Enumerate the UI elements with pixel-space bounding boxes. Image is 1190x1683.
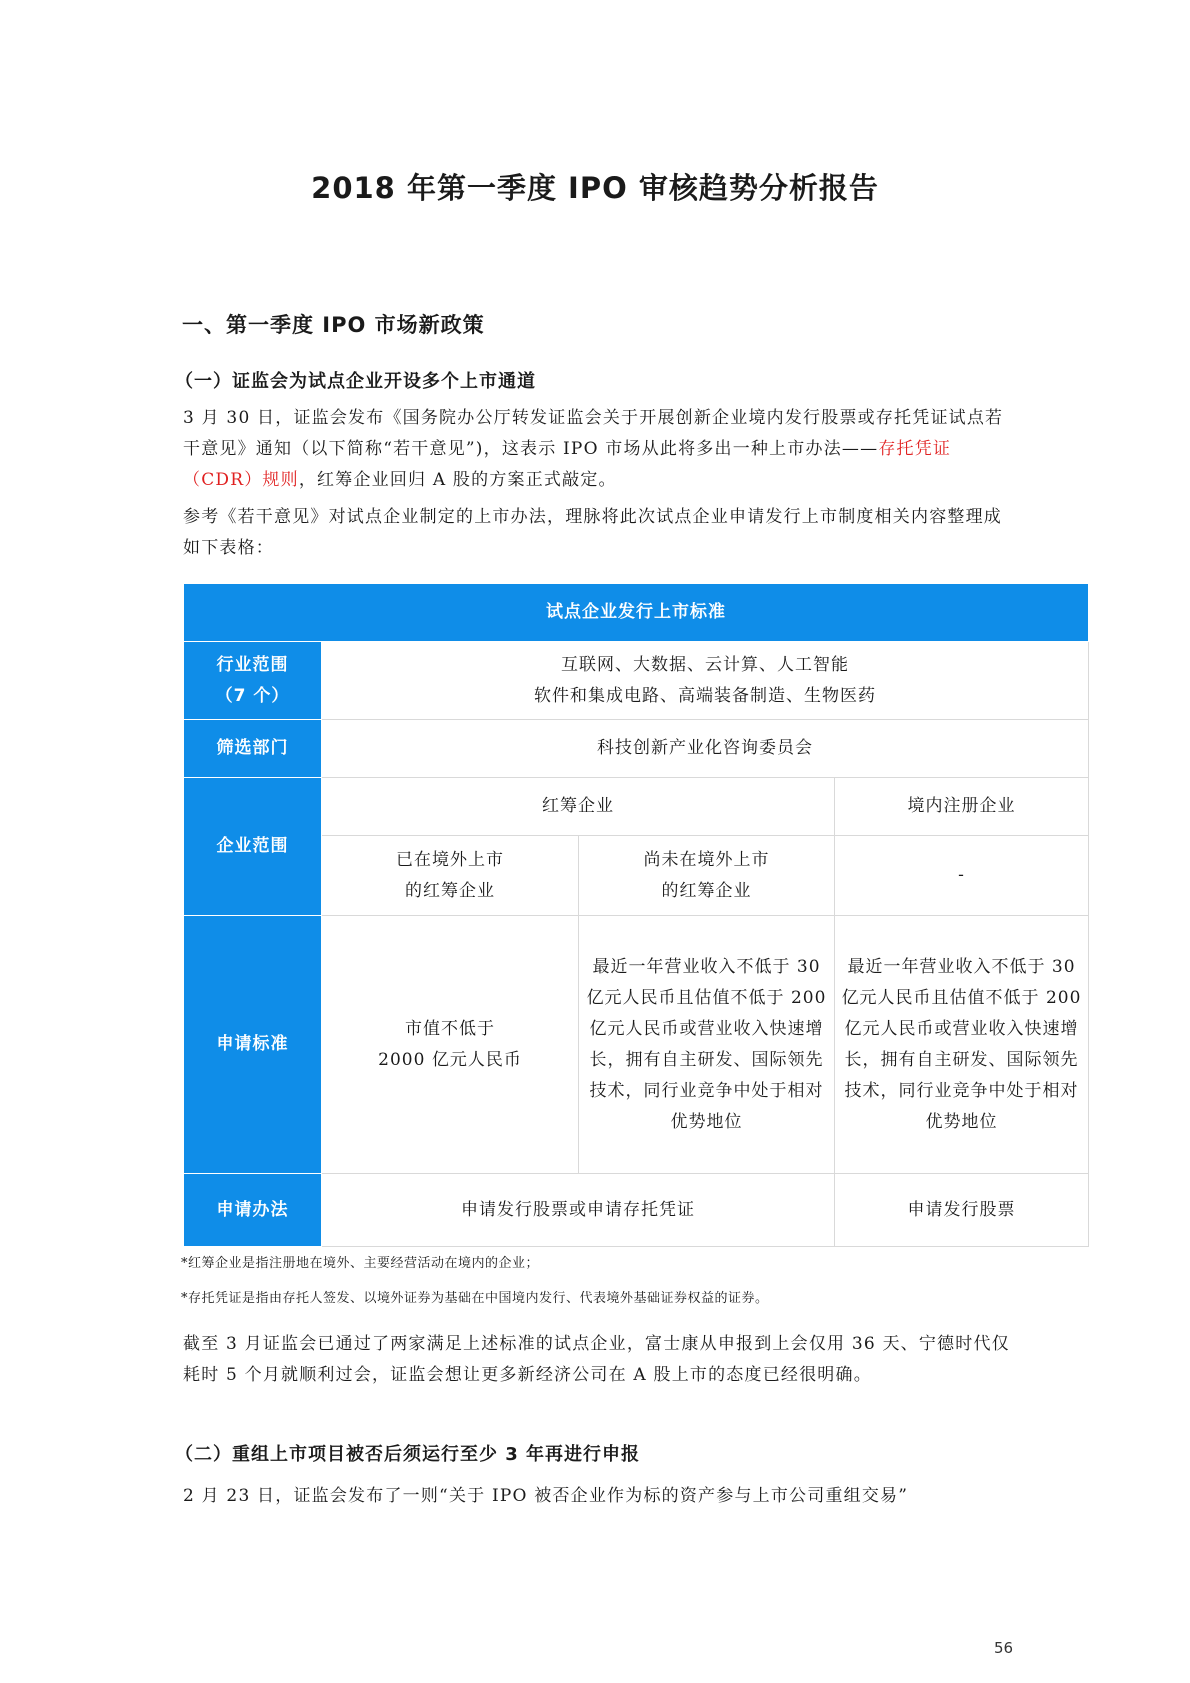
department-value: 科技创新产业化咨询委员会 xyxy=(322,720,1089,778)
section-heading: 一、第一季度 IPO 市场新政策 xyxy=(182,313,485,337)
page-number: 56 xyxy=(994,1639,1014,1657)
paragraph-3: 截至 3 月证监会已通过了两家满足上述标准的试点企业，富士康从申报到上会仅用 36 天、宁德时代仅耗时 5 个月就顺利过会，证监会想让更多新经济公司在 A 股上市的态度已经很明确。 xyxy=(183,1334,1010,1385)
listing-standards-table xyxy=(183,583,1089,1247)
industry-value xyxy=(322,642,1089,720)
not-listed-line2: 的红筹企业 xyxy=(661,880,752,901)
method-domestic: 申请发行股票 xyxy=(835,1174,1089,1247)
paragraph-2: 参考《若干意见》对试点企业制定的上市办法，理脉将此次试点企业申请发行上市制度相关内容整理成如下表格： xyxy=(183,507,1002,558)
scope-domestic: 境内注册企业 xyxy=(835,778,1089,836)
criteria-listed-line2: 2000 亿元人民币 xyxy=(378,1049,522,1070)
listed-abroad-line2: 的红筹企业 xyxy=(405,880,495,901)
subsection-heading: （一）证监会为试点企业开设多个上市通道 xyxy=(175,371,536,392)
scope-not-listed xyxy=(579,836,835,916)
footnote-red-chip: *红筹企业是指注册地在境外、主要经营活动在境内的企业； xyxy=(181,1256,540,1271)
criteria-domestic: 最近一年营业收入不低于 30 亿元人民币且估值不低于 200 亿元人民币或营业收入快速增长，拥有自主研发、国际领先技术，同行业竞争中处于相对优势地位 xyxy=(835,916,1089,1174)
paragraph-1-text: 3 月 30 日，证监会发布《国务院办公厅转发证监会关于开展创新企业境内发行股票或存托凭证试点若干意见》通知（以下简称“若干意见”)，这表示 IPO 市场从此将多出一种上市办法—— xyxy=(183,408,1004,459)
criteria-label: 申请标准 xyxy=(184,916,322,1174)
industry-label-line1: 行业范围 xyxy=(216,654,289,675)
scope-listed-abroad xyxy=(322,836,579,916)
paragraph-1-tail: ，红筹企业回归 A 股的方案正式敲定。 xyxy=(298,470,617,490)
criteria-not-listed: 最近一年营业收入不低于 30 亿元人民币且估值不低于 200 亿元人民币或营业收入快速增长，拥有自主研发、国际领先技术，同行业竞争中处于相对优势地位 xyxy=(579,916,835,1174)
department-label: 筛选部门 xyxy=(184,720,322,778)
industry-line2: 软件和集成电路、高端装备制造、生物医药 xyxy=(534,685,876,706)
not-listed-line1: 尚未在境外上市 xyxy=(643,849,770,870)
method-label: 申请办法 xyxy=(184,1174,322,1247)
industry-label-line2: （7 个） xyxy=(215,685,290,706)
criteria-listed xyxy=(322,916,579,1174)
scope-domestic-value: - xyxy=(835,836,1089,916)
paragraph-4: 2 月 23 日，证监会发布了一则“关于 IPO 被否企业作为标的资产参与上市公司重组交易” xyxy=(183,1486,909,1506)
page-title: 2018 年第一季度 IPO 审核趋势分析报告 xyxy=(311,171,879,205)
scope-red-chip: 红筹企业 xyxy=(322,778,835,836)
criteria-listed-line1: 市值不低于 xyxy=(405,1018,495,1039)
table-header: 试点企业发行上市标准 xyxy=(184,584,1089,642)
subsection-heading-2: （二）重组上市项目被否后须运行至少 3 年再进行申报 xyxy=(175,1444,641,1465)
paragraph-1 xyxy=(183,403,1013,496)
footnote-cdr: *存托凭证是指由存托人签发、以境外证券为基础在中国境内发行、代表境外基础证券权益的证券。 xyxy=(181,1291,769,1306)
industry-label xyxy=(184,642,322,720)
cdr-rule-highlight: 存托凭证（CDR）规则 xyxy=(183,439,952,490)
method-red-chip: 申请发行股票或申请存托凭证 xyxy=(322,1174,835,1247)
listed-abroad-line1: 已在境外上市 xyxy=(396,849,504,870)
scope-label: 企业范围 xyxy=(184,778,322,916)
industry-line1: 互联网、大数据、云计算、人工智能 xyxy=(561,654,849,675)
